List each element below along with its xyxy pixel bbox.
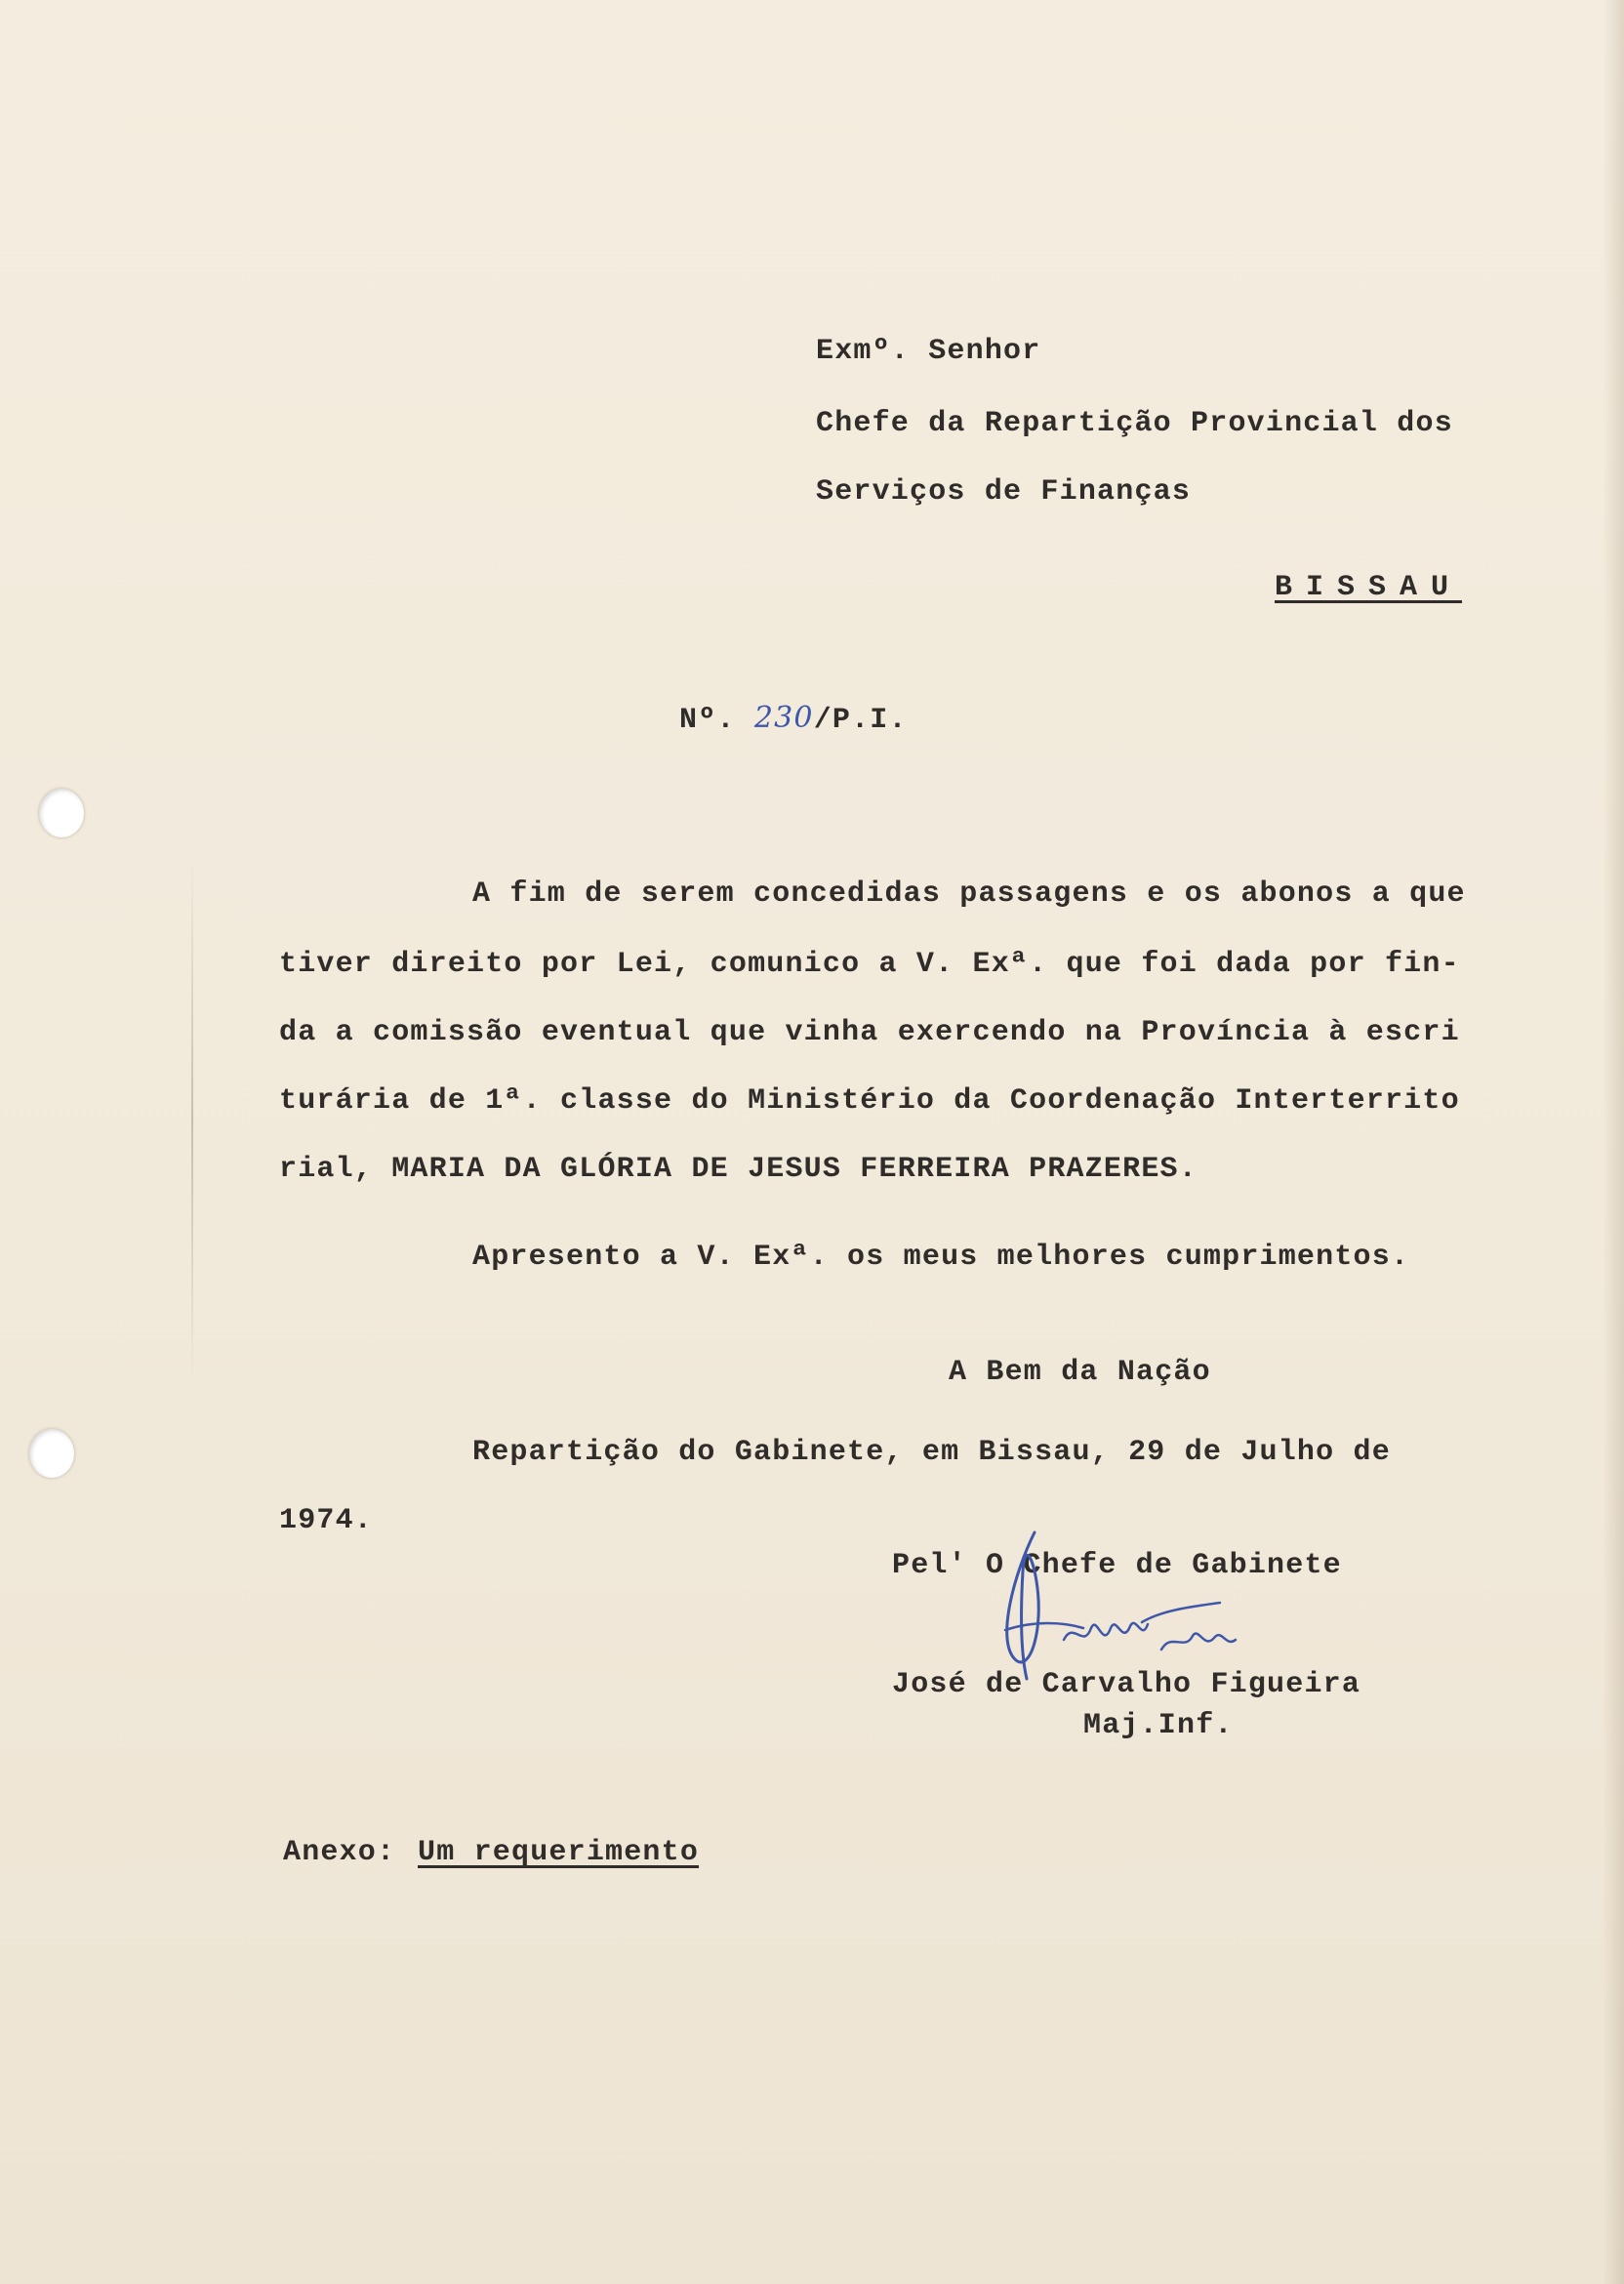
body-line-2: tiver direito por Lei, comunico a V. Exª. que foi dada por fin- (279, 948, 1460, 981)
closing-sentence: Apresento a V. Exª. os meus melhores cumprimentos. (472, 1241, 1410, 1274)
reference-handwritten-number: 230 (753, 701, 814, 735)
reference-number (679, 701, 908, 738)
motto: A Bem da Nação (949, 1356, 1211, 1389)
reference-suffix: /P.I. (813, 704, 908, 737)
body-line-5: rial, MARIA DA GLÓRIA DE JESUS FERREIRA PRAZERES. (279, 1153, 1198, 1186)
punch-hole-top (39, 789, 84, 837)
signatory-rank: Maj.Inf. (1083, 1709, 1234, 1742)
place-date-line1: Repartição do Gabinete, em Bissau, 29 de Julho de (472, 1436, 1391, 1469)
reference-prefix: Nº. (679, 704, 754, 737)
addressee-office-line2: Serviços de Finanças (816, 475, 1192, 509)
addressee-city: BISSAU (1275, 571, 1463, 604)
punch-hole-bottom (29, 1429, 74, 1478)
addressee-office-line1: Chefe da Repartição Provincial dos (816, 407, 1453, 440)
handwritten-signature (976, 1513, 1269, 1708)
body-line-4: turária de 1ª. classe do Ministério da Coordenação Interterrito (279, 1084, 1460, 1118)
signatory-name: José de Carvalho Figueira (892, 1668, 1361, 1701)
place-date-line2: 1974. (279, 1504, 374, 1537)
body-line-1: A fim de serem concedidas passagens e os abonos a que (472, 877, 1466, 911)
signatory-title: Pel' O Chefe de Gabinete (892, 1549, 1342, 1582)
annex-value: Um requerimento (418, 1836, 700, 1869)
body-line-3: da a comissão eventual que vinha exercendo na Província à escri (279, 1016, 1460, 1049)
addressee-salutation: Exmº. Senhor (816, 335, 1041, 368)
paper-crease (191, 859, 193, 1386)
paper-edge-shadow (1603, 0, 1624, 2284)
annex-label: Anexo: (283, 1836, 396, 1869)
